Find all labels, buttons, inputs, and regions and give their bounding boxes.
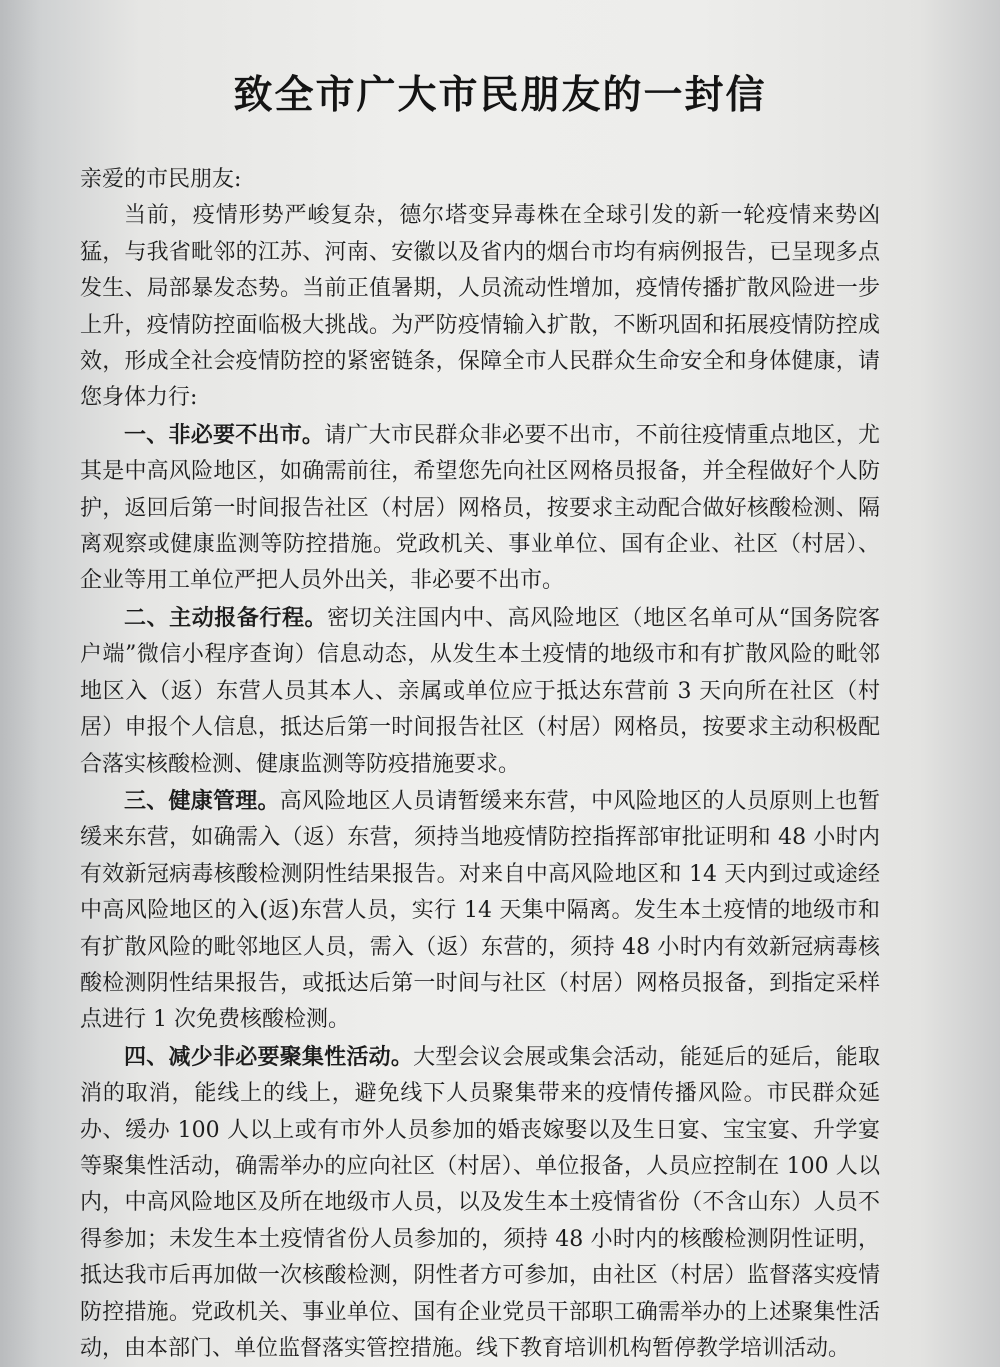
section-4-text: 大型会议会展或集会活动，能延后的延后，能取消的取消，能线上的线上，避免线下人员聚集带来的疫情传播风险。市民群众延办、缓办 100 人以上或有市外人员参加的婚丧嫁娶以及生日宴、宝宝宴、升学宴等聚集性活动，确需举办的应向社区（村居）、单位报备，人员应控制在 100 人以内，中高风险地区及所在地级市人员，以及发生本土疫情省份（不含山东）人员不得参加；未发生本土疫情省份人员参加的，须持 48 小时内的核酸检测阴性证明，抵达我市后再加做一次核酸检测，阴性者方可参加，由社区（村居）监督落实疫情防控措施。党政机关、事业单位、国有企业党员干部职工确需举办的上述聚集性活动，由本部门、单位监督落实管控措施。线下教育培训机构暂停教学培训活动。: [80, 1044, 880, 1361]
section-2-heading: 二、主动报备行程。: [124, 604, 328, 631]
section-4-heading: 四、减少非必要聚集性活动。: [124, 1043, 414, 1070]
section-3-heading: 三、健康管理。: [124, 787, 280, 814]
section-3-paragraph: [80, 783, 880, 1039]
section-1-paragraph: [80, 417, 880, 600]
section-3-text: 高风险地区人员请暂缓来东营，中风险地区的人员原则上也暂缓来东营，如确需入（返）东营，须持当地疫情防控指挥部审批证明和 48 小时内有效新冠病毒核酸检测阴性结果报告。对来自中高风险地区和 14 天内到过或途经中高风险地区的入(返)东营人员，实行 14 天集中隔离。发生本土疫情的地级市和有扩散风险的毗邻地区人员，需入（返）东营的，须持 48 小时内有效新冠病毒核酸检测阴性结果报告，或抵达后第一时间与社区（村居）网格员报备，到指定采样点进行 1 次免费核酸检测。: [80, 788, 880, 1033]
intro-paragraph: 当前，疫情形势严峻复杂，德尔塔变异毒株在全球引发的新一轮疫情来势凶猛，与我省毗邻的江苏、河南、安徽以及省内的烟台市均有病例报告，已呈现多点发生、局部暴发态势。当前正值暑期，人员流动性增加，疫情传播扩散风险进一步上升，疫情防控面临极大挑战。为严防疫情输入扩散，不断巩固和拓展疫情防控成效，形成全社会疫情防控的紧密链条，保障全市人民群众生命安全和身体健康，请您身体力行:: [80, 203, 880, 411]
section-1-heading: 一、非必要不出市。: [124, 421, 325, 448]
section-2-paragraph: [80, 600, 880, 783]
letter-body: [80, 162, 880, 1367]
section-1-text: 请广大市民群众非必要不出市，不前往疫情重点地区，尤其是中高风险地区，如确需前往，希望您先向社区网格员报备，并全程做好个人防护，返回后第一时间报告社区（村居）网格员，按要求主动配合做好核酸检测、隔离观察或健康监测等防控措施。党政机关、事业单位、国有企业、社区（村居）、企业等用工单位严把人员外出关，非必要不出市。: [80, 422, 880, 594]
salutation: 亲爱的市民朋友:: [80, 167, 242, 192]
letter-title: 致全市广大市民朋友的一封信: [233, 72, 767, 118]
section-4-paragraph: [80, 1039, 880, 1367]
section-2-text: 密切关注国内中、高风险地区（地区名单可从“国务院客户端”微信小程序查询）信息动态，从发生本土疫情的地级市和有扩散风险的毗邻地区入（返）东营人员其本人、亲属或单位应于抵达东营前 3 天向所在社区（村居）申报个人信息，抵达后第一时间报告社区（村居）网格员，按要求主动积极配合落实核酸检测、健康监测等防疫措施要求。: [80, 605, 880, 777]
